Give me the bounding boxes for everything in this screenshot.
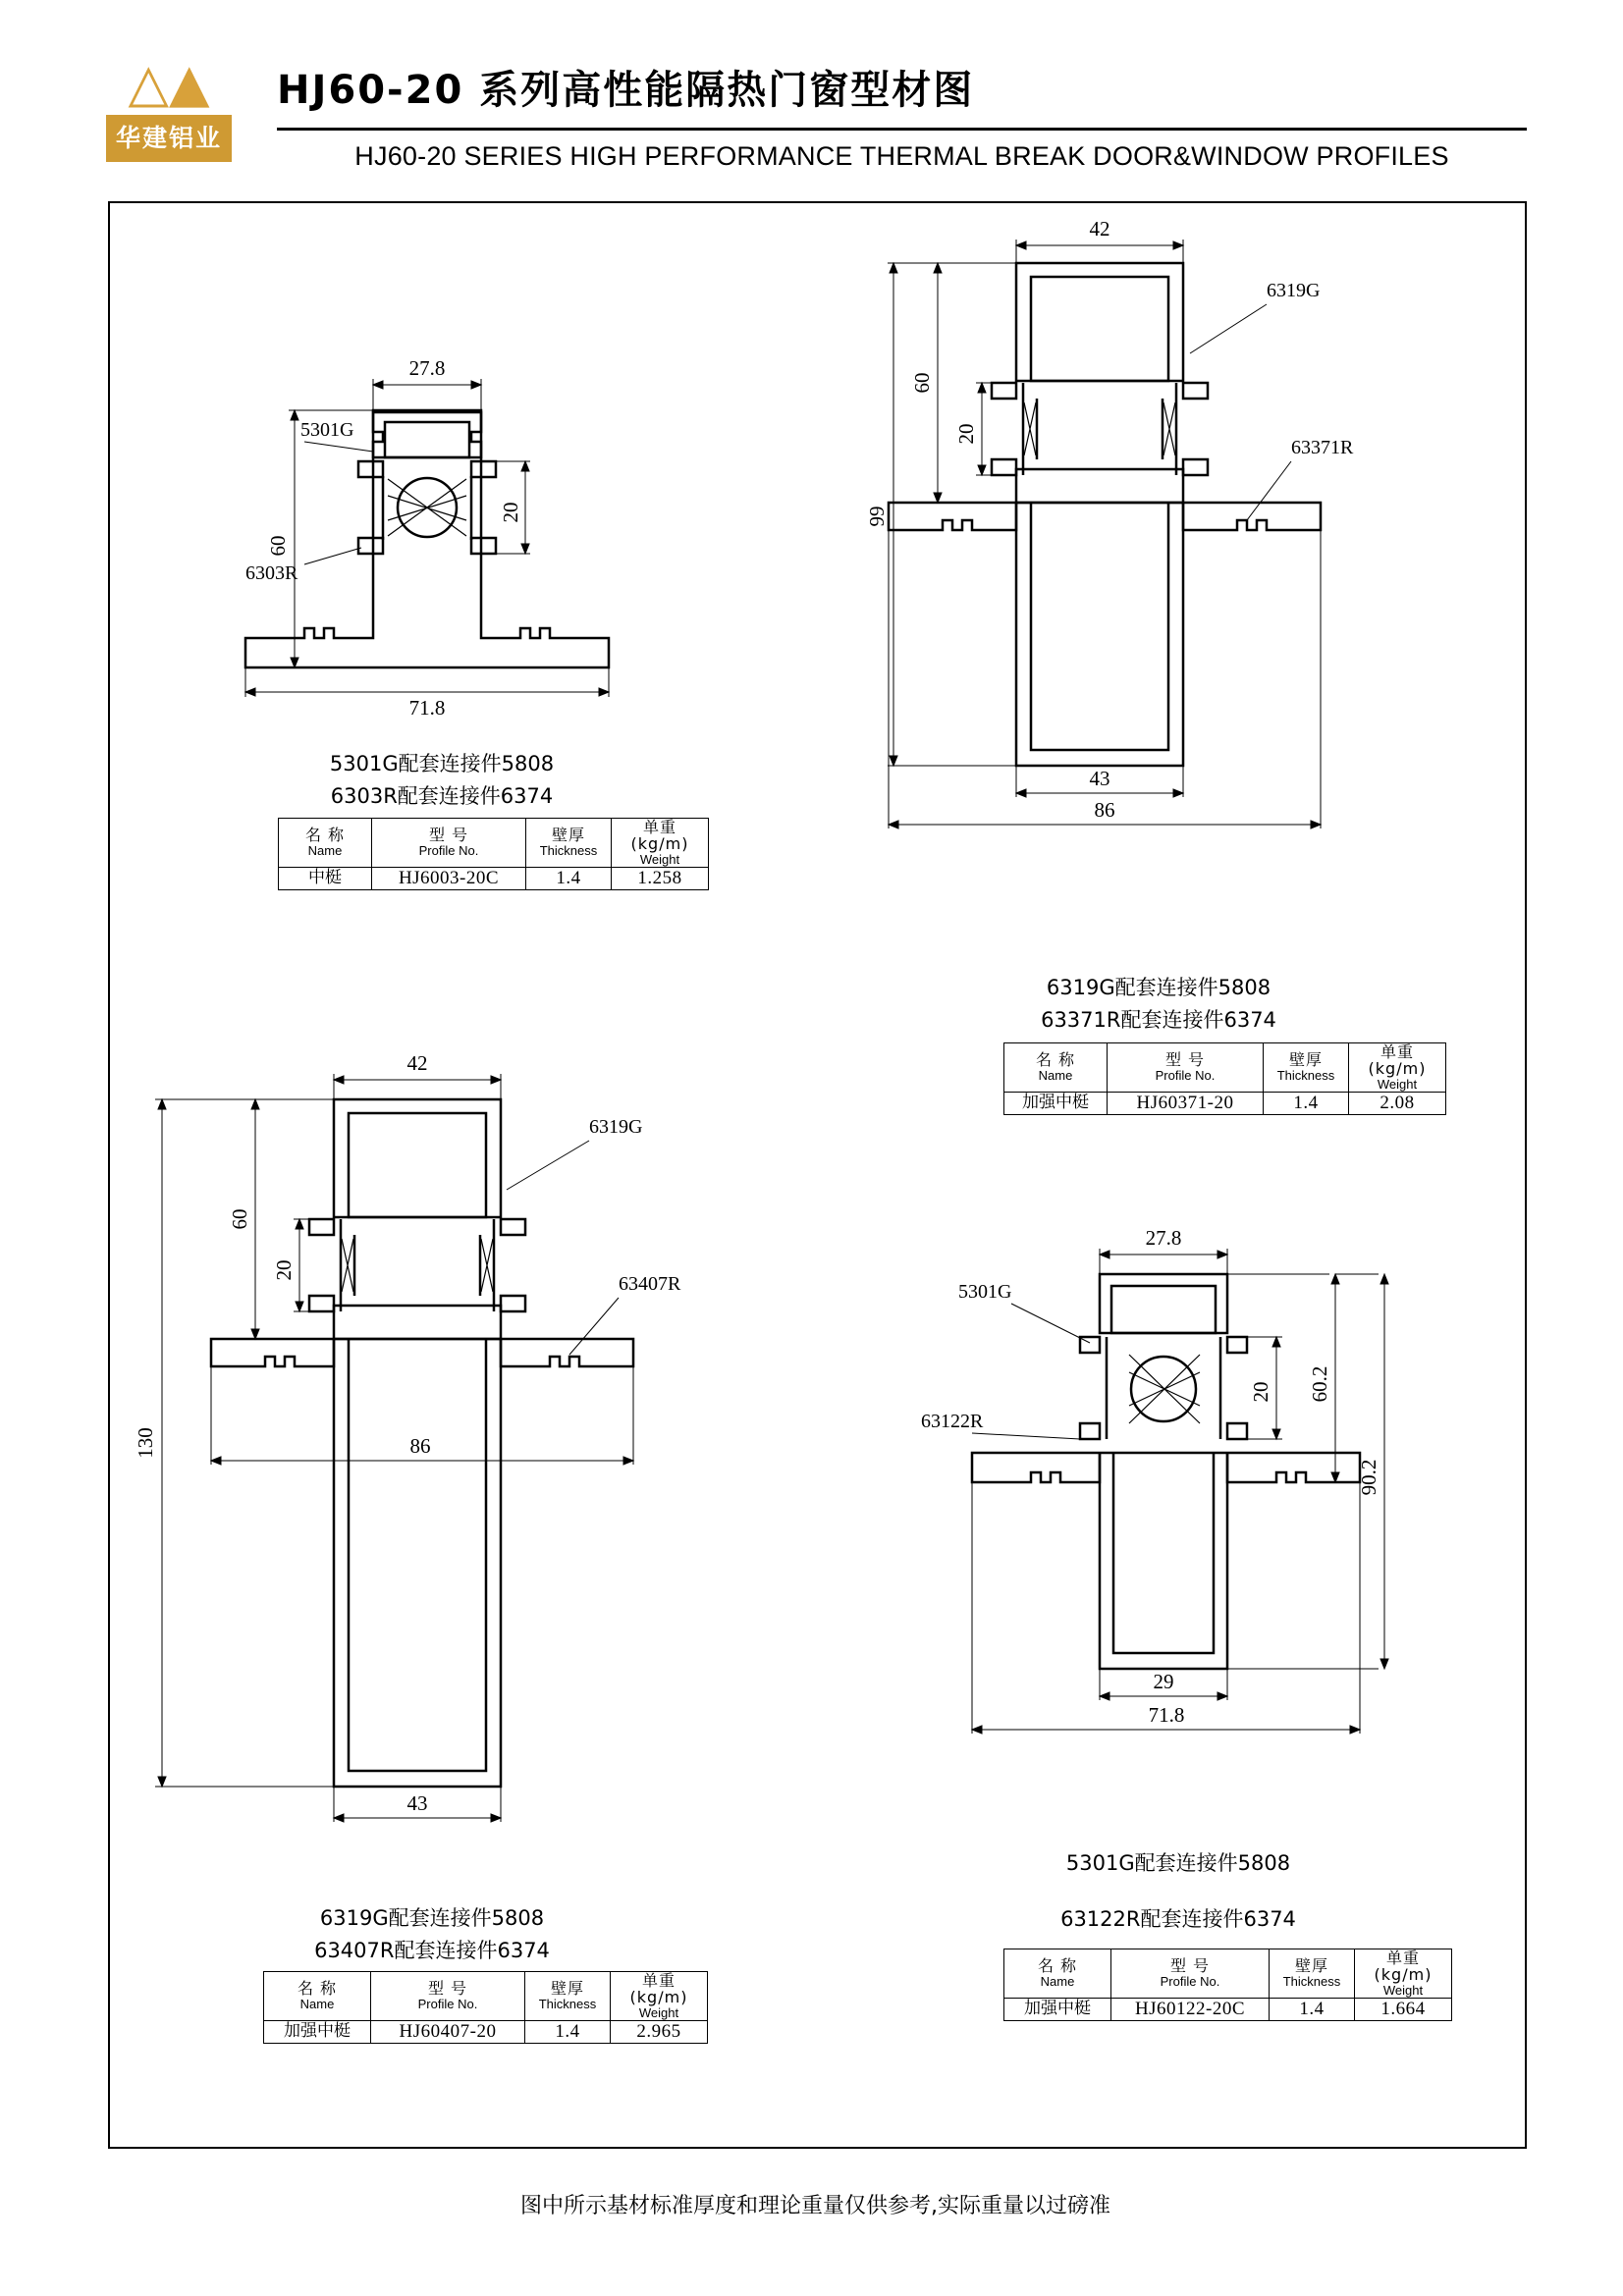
dim-20: 20: [1249, 1381, 1272, 1403]
dim-71-8: 71.8: [1148, 1703, 1185, 1727]
cell-model: HJ60122-20C: [1111, 1999, 1270, 2021]
th-weight-en: Weight: [638, 2004, 679, 2020]
th-model-cn: 型 号: [428, 826, 469, 845]
th-name-en: Name: [307, 843, 343, 859]
dim-60: 60: [910, 372, 934, 394]
callout-63371r: 63371R: [1291, 437, 1354, 458]
th-model-en: Profile No.: [1160, 1974, 1220, 1990]
cell-name: 加强中梃: [1004, 1999, 1111, 2021]
cell-weight: 1.664: [1355, 1999, 1452, 2021]
dim-42: 42: [1089, 217, 1110, 240]
figure4-spec-table: [1003, 1949, 1452, 2021]
figure2-spec-table: [1003, 1042, 1446, 1115]
th-weight-en: Weight: [1377, 1076, 1418, 1092]
dim-60-2: 60.2: [1308, 1365, 1331, 1403]
th-model-cn: 型 号: [1164, 1050, 1206, 1070]
cell-model: HJ60371-20: [1108, 1093, 1264, 1115]
dim-71-8: 71.8: [408, 696, 446, 720]
figure3-caption-1: 6319G配套连接件5808: [319, 1906, 545, 1930]
table-row: [264, 2021, 708, 2044]
figure2-caption-1: 6319G配套连接件5808: [1046, 976, 1271, 999]
dim-29: 29: [1153, 1670, 1174, 1693]
th-name-cn: 名 称: [297, 1979, 338, 1999]
cell-name: 中梃: [279, 868, 372, 890]
th-thick-en: Thickness: [1282, 1974, 1341, 1990]
th-weight-cn: 单重(kg/m): [629, 1971, 688, 2006]
figure3-caption-2: 63407R配套连接件6374: [314, 1939, 550, 1962]
figure-5301g-63122r: [921, 1226, 1492, 1895]
th-name-en: Name: [1040, 1974, 1075, 1990]
callout-63122r: 63122R: [921, 1411, 984, 1432]
callout-6319g: 6319G: [589, 1116, 643, 1138]
th-name-en: Name: [1038, 1068, 1073, 1084]
cell-name: 加强中梃: [1004, 1093, 1108, 1115]
callout-63407r: 63407R: [619, 1273, 681, 1295]
th-name-cn: 名 称: [1037, 1956, 1078, 1976]
cell-weight: 2.965: [611, 2021, 708, 2044]
table-row: [1004, 1093, 1446, 1115]
th-thick-cn: 壁厚: [1294, 1956, 1328, 1976]
page-title-cn: HJ60-20 系列高性能隔热门窗型材图: [277, 68, 975, 113]
dim-90-2: 90.2: [1357, 1459, 1380, 1496]
dim-20: 20: [272, 1259, 296, 1281]
header-divider: [277, 128, 1527, 131]
figure1-caption-2: 6303R配套连接件6374: [330, 784, 554, 808]
cell-thickness: 1.4: [526, 868, 612, 890]
cell-model: HJ60407-20: [371, 2021, 525, 2044]
th-model-cn: 型 号: [427, 1979, 468, 1999]
th-thick-en: Thickness: [538, 1997, 597, 2012]
th-model-en: Profile No.: [417, 1997, 478, 2012]
dim-99: 99: [865, 506, 889, 527]
th-name-cn: 名 称: [304, 826, 346, 845]
cell-weight: 2.08: [1349, 1093, 1446, 1115]
cell-name: 加强中梃: [264, 2021, 371, 2044]
th-name-en: Name: [299, 1997, 335, 2012]
dim-27-8: 27.8: [1145, 1226, 1182, 1250]
th-name-cn: 名 称: [1035, 1050, 1076, 1070]
figure-6319g-63371r: [844, 217, 1453, 933]
cell-thickness: 1.4: [1264, 1093, 1349, 1115]
th-thick-en: Thickness: [539, 843, 598, 859]
callout-5301g: 5301G: [300, 419, 354, 441]
logo-mark-icon: △▲: [128, 52, 210, 114]
figure1-spec-table: [278, 818, 709, 890]
dim-42: 42: [406, 1051, 428, 1075]
callout-6319g: 6319G: [1267, 280, 1321, 301]
th-thick-cn: 壁厚: [550, 1979, 584, 1999]
dim-86: 86: [409, 1434, 431, 1458]
th-weight-cn: 单重(kg/m): [1368, 1042, 1427, 1078]
dim-20: 20: [954, 423, 978, 445]
table-header-row: [264, 1972, 708, 2021]
th-weight-en: Weight: [639, 851, 680, 867]
figure4-caption-2: 63122R配套连接件6374: [1060, 1907, 1296, 1931]
th-thick-cn: 壁厚: [1288, 1050, 1323, 1070]
th-weight-en: Weight: [1382, 1982, 1424, 1998]
dim-86: 86: [1094, 798, 1115, 822]
dim-60: 60: [266, 535, 290, 557]
figure2-caption-2: 63371R配套连接件6374: [1041, 1008, 1276, 1032]
th-weight-cn: 单重(kg/m): [630, 818, 689, 853]
callout-5301g: 5301G: [958, 1281, 1012, 1303]
page-title-en: HJ60-20 SERIES HIGH PERFORMANCE THERMAL BREAK DOOR&WINDOW PROFILES: [354, 141, 1449, 171]
figure4-caption-1: 5301G配套连接件5808: [1065, 1851, 1291, 1875]
cell-model: HJ6003-20C: [372, 868, 526, 890]
callout-6303r: 6303R: [245, 562, 298, 584]
th-thick-en: Thickness: [1276, 1068, 1335, 1084]
dim-60: 60: [228, 1208, 251, 1230]
dim-43: 43: [1089, 767, 1110, 790]
table-header-row: [279, 819, 709, 868]
table-header-row: [1004, 1949, 1452, 1999]
company-logo: [106, 54, 234, 167]
figure3-spec-table: [263, 1971, 708, 2044]
th-weight-cn: 单重(kg/m): [1374, 1949, 1433, 1984]
cell-thickness: 1.4: [1270, 1999, 1355, 2021]
table-row: [1004, 1999, 1452, 2021]
figure1-caption-1: 5301G配套连接件5808: [329, 752, 555, 775]
dim-43: 43: [406, 1791, 428, 1815]
figure-5301g-6303r: [187, 294, 697, 726]
figure-6319g-63407r: [108, 1051, 756, 1875]
table-row: [279, 868, 709, 890]
cell-weight: 1.258: [612, 868, 709, 890]
th-model-cn: 型 号: [1169, 1956, 1211, 1976]
th-model-en: Profile No.: [418, 843, 479, 859]
dim-27-8: 27.8: [408, 356, 446, 380]
dim-130: 130: [134, 1427, 157, 1459]
table-header-row: [1004, 1043, 1446, 1093]
logo-company-name: 华建铝业: [106, 115, 232, 162]
th-model-en: Profile No.: [1155, 1068, 1216, 1084]
cell-thickness: 1.4: [525, 2021, 611, 2044]
dim-20: 20: [499, 502, 522, 523]
page-footnote: 图中所示基材标准厚度和理论重量仅供参考,实际重量以过磅准: [520, 2194, 1110, 2218]
th-thick-cn: 壁厚: [551, 826, 585, 845]
